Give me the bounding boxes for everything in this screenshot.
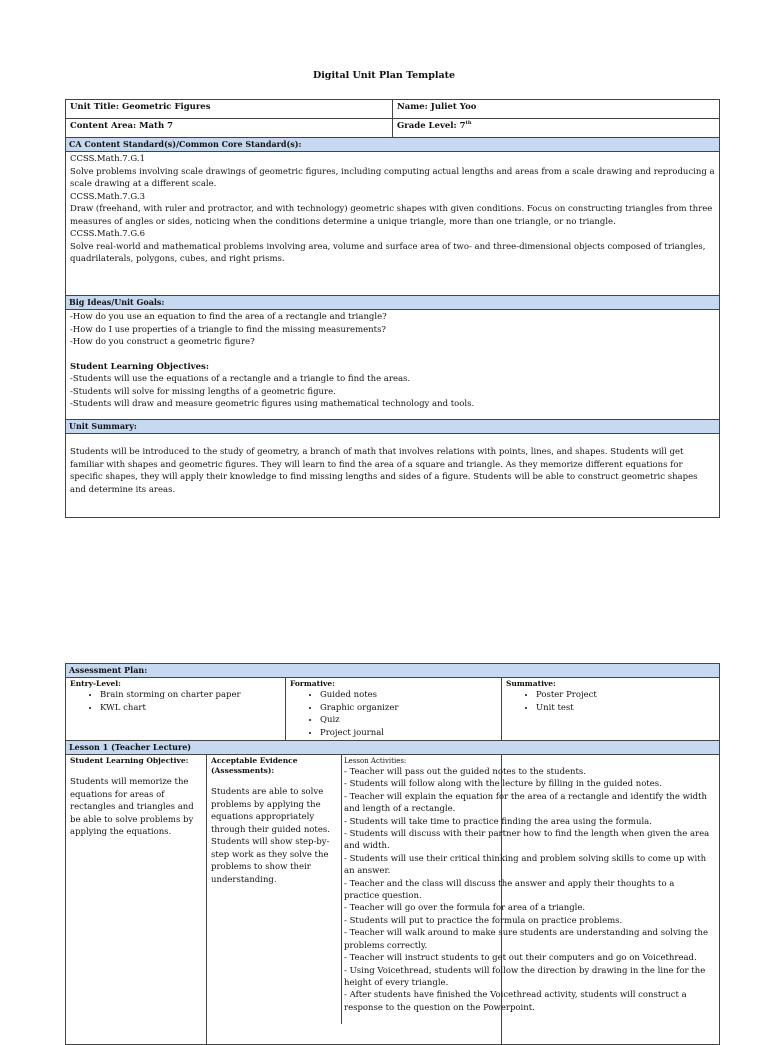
standard-line: CCSS.Math.7.G.6	[70, 229, 145, 239]
big-ideas-content	[66, 310, 720, 420]
column-divider	[341, 755, 342, 1024]
activity-item: - After students have finished the Voicethread activity, students will construct a response to the question on the Powerpoint.	[344, 990, 687, 1013]
slo-line: -Students will use the equations of a rectangle and a triangle to find the areas.	[70, 374, 411, 384]
lesson1-evidence-text: Students are able to solve problems by applying the equations appropriately through their guided notes. Students will show step-by-step work as they solve the problems to show their understanding.	[211, 787, 330, 885]
name-cell	[393, 100, 720, 119]
entry-item: • KWL chart	[100, 702, 281, 715]
unit-title-value: Geometric Figures	[121, 102, 211, 112]
slo-header: Student Learning Objectives:	[70, 361, 209, 372]
activity-item: - Teacher will instruct students to get out their computers and go on Voicethread.	[344, 953, 697, 964]
activity-item: - Using Voicethread, students will follow the direction by drawing in the line for the height of every triangle.	[344, 965, 706, 988]
name-value: Juliet Yoo	[430, 102, 477, 112]
grade-level-cell	[393, 119, 720, 138]
grade-level-value: 7	[459, 121, 466, 131]
activity-item: - Teacher will explain the equation for the area of a rectangle and identify the width and length of a rectangle.	[344, 791, 707, 815]
formative-item: • Guided notes	[320, 689, 497, 702]
lesson1-evidence-label: Acceptable Evidence (Assessments):	[211, 756, 298, 775]
activity-item: - Students will discuss with their partner how to find the length when given the area and width.	[344, 829, 710, 852]
content-area-cell	[66, 119, 393, 138]
big-idea-line: -How do you use an equation to find the area of a rectangle and triangle?	[70, 312, 387, 322]
summative-label: Summative:	[506, 679, 556, 688]
lesson1-slo-cell	[66, 755, 207, 1045]
activity-item: - Teacher and the class will discuss the answer and apply their thoughts to a practice question.	[344, 878, 675, 902]
lesson1-slo-text: Students will memorize the equations for areas of rectangles and triangles and be able to solve problems by applying the equations.	[70, 777, 194, 837]
summative-item: • Poster Project	[536, 689, 715, 702]
grade-level-sup: th	[465, 120, 472, 127]
entry-level-cell	[66, 678, 286, 741]
unit-title-label: Unit Title:	[70, 102, 119, 112]
big-ideas-header: Big Ideas/Unit Goals:	[66, 296, 720, 310]
unit-title-cell	[66, 100, 393, 119]
lesson1-header: Lesson 1 (Teacher Lecture)	[66, 741, 720, 755]
content-area-value: Math 7	[139, 121, 174, 131]
summary-content	[66, 434, 720, 518]
summary-text: Students will be introduced to the study of geometry, a branch of math that involves relations with points, lines, and shapes. Students will get familiar with shapes and geometric figures. They will learn to find the area of a square and triangle. As they memorize different equations for specific shapes, they will apply their knowledge to find missing lengths and sides of a figure. Students will be able to construct geometric shapes and determine its areas.	[70, 447, 698, 495]
unit-plan-table	[65, 99, 720, 518]
activity-item: - Students will take time to practice finding the area using the formula.	[344, 816, 652, 827]
big-idea-line: -How do I use properties of a triangle to find the missing measurements?	[70, 324, 386, 335]
summative-item: • Unit test	[536, 702, 715, 715]
standard-line: CCSS.Math.7.G.3	[70, 191, 145, 202]
standard-line: Solve real-world and mathematical problems involving area, volume and surface area of two- and three-dimensional objects composed of triangles, quadrilaterals, polygons, cubes, and right prisms.	[70, 241, 706, 264]
formative-item: • Quiz	[320, 714, 497, 727]
activity-item: - Teacher will pass out the guided notes to the students.	[344, 767, 586, 777]
content-area-label: Content Area:	[70, 121, 137, 131]
name-label: Name:	[397, 102, 428, 112]
formative-item: • Project journal	[320, 727, 497, 740]
entry-item: • Brain storming on charter paper	[100, 689, 281, 702]
grade-level-label: Grade Level:	[397, 121, 457, 131]
slo-line: -Students will solve for missing lengths of a geometric figure.	[70, 386, 336, 397]
standard-line: Draw (freehand, with ruler and protractor, and with technology) geometric shapes with given conditions. Focus on constructing triangles from three measures of angles or sides, noticing when the conditions determine a unique triangle, more than one triangle, or no triangle.	[70, 204, 713, 227]
standard-line: CCSS.Math.7.G.1	[70, 154, 145, 164]
page-title: Digital Unit Plan Template	[312, 70, 456, 81]
activity-item: - Students will follow along with the lecture by filling in the guided notes.	[344, 779, 662, 790]
activity-item: - Teacher will walk around to make sure students are understanding and solving the problems correctly.	[344, 928, 709, 951]
activity-item: - Students will put to practice the formula on practice problems.	[344, 915, 623, 926]
standards-content	[66, 152, 720, 296]
formative-label: Formative:	[290, 679, 335, 688]
standard-line: Solve problems involving scale drawings of geometric figures, including computing actual lengths and areas from a scale drawing and reproducing a scale drawing at a different scale.	[70, 166, 715, 189]
formative-item: • Graphic organizer	[320, 702, 497, 715]
lesson1-activities	[344, 756, 712, 1024]
summative-cell	[502, 678, 720, 741]
lesson1-activities-label: Lesson Activities:	[344, 757, 407, 765]
activity-item: - Students will use their critical thinking and problem solving skills to come up with an answer.	[344, 853, 707, 877]
activity-item: - Teacher will go over the formula for area of a triangle.	[344, 903, 586, 914]
standards-header: CA Content Standard(s)/Common Core Standard(s):	[66, 138, 720, 152]
formative-cell	[286, 678, 502, 741]
summary-header: Unit Summary:	[66, 420, 720, 434]
assessment-header: Assessment Plan:	[66, 664, 720, 678]
slo-line: -Students will draw and measure geometric figures using mathematical technology and tools.	[70, 399, 475, 409]
big-idea-line: -How do you construct a geometric figure?	[70, 337, 255, 347]
entry-level-label: Entry-Level:	[70, 679, 121, 688]
lesson1-slo-label: Student Learning Objective:	[70, 756, 189, 765]
